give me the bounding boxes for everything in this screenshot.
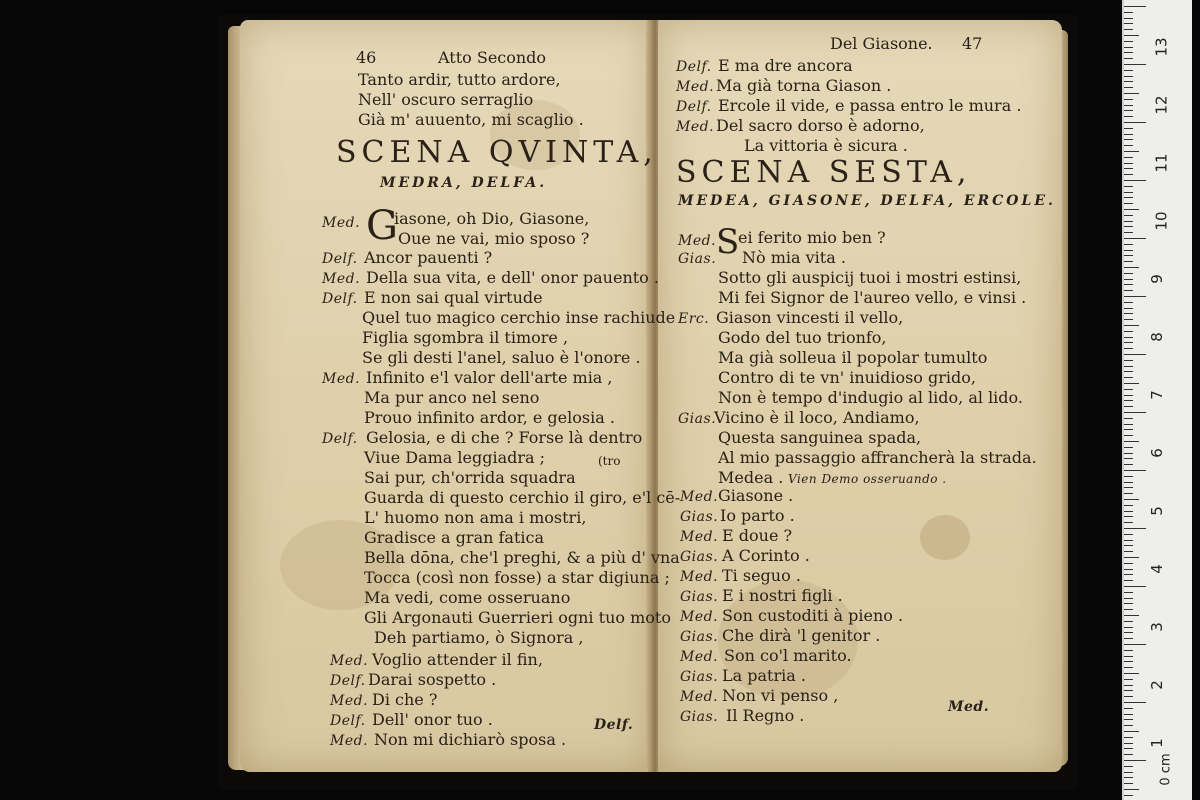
ruler-tick xyxy=(1124,319,1133,320)
dialogue-line: Ma vedi, come osseruano xyxy=(364,588,571,607)
ruler-number: 2 xyxy=(1147,680,1166,690)
dialogue-line: Gelosia, e di che ? Forse là dentro xyxy=(366,428,643,447)
dialogue-line: Al mio passaggio affrancherà la strada. xyxy=(718,448,1037,467)
ruler-tick xyxy=(1124,273,1133,274)
drop-cap-right: S xyxy=(716,222,740,262)
ruler-tick xyxy=(1124,453,1133,454)
dialogue-line: Non mi dichiarò sposa . xyxy=(374,730,567,749)
dialogue-line: Il Regno . xyxy=(726,706,805,725)
dialogue-line: Ma già torna Giason . xyxy=(716,76,892,95)
ruler-tick xyxy=(1124,557,1139,558)
dialogue-line: A Corinto . xyxy=(722,546,810,565)
ruler-tick xyxy=(1124,157,1133,158)
speaker-label: Med. xyxy=(322,215,361,231)
dialogue-line: Ancor pauenti ? xyxy=(364,248,493,267)
ruler-tick xyxy=(1124,586,1146,587)
ruler-tick xyxy=(1124,748,1133,749)
dialogue-line: Figlia sgombra il timore , xyxy=(362,328,569,347)
speaker-label: Delf. xyxy=(330,713,366,729)
ruler-tick xyxy=(1124,406,1133,407)
dialogue-line: Ti seguo . xyxy=(722,566,801,585)
ruler-tick xyxy=(1124,772,1133,773)
ruler-tick xyxy=(1124,708,1133,709)
speaker-label: Gias. xyxy=(680,589,719,605)
speaker-label: Med. xyxy=(680,489,719,505)
speaker-label: Gias. xyxy=(680,549,719,565)
dialogue-line: Infinito e'l valor dell'arte mia , xyxy=(366,368,613,387)
ruler-tick xyxy=(1124,23,1133,24)
speaker-label: Gias. xyxy=(680,629,719,645)
ruler-tick xyxy=(1124,499,1139,500)
verse-line: Già m' auuento, mi scaglio . xyxy=(358,110,584,129)
ruler-tick xyxy=(1124,6,1146,7)
dialogue-line: Nò mia vita . xyxy=(742,248,846,267)
ruler-tick xyxy=(1124,360,1133,361)
ruler-tick xyxy=(1124,47,1133,48)
ruler-tick xyxy=(1124,743,1133,744)
speaker-label: Gias. xyxy=(680,669,719,685)
catchword-left: Delf. xyxy=(594,717,634,733)
ruler-tick xyxy=(1124,99,1133,100)
speaker-label: Delf. xyxy=(322,291,358,307)
ruler-tick xyxy=(1124,192,1133,193)
verse-line: Tanto ardir, tutto ardore, xyxy=(358,70,561,89)
ruler-tick xyxy=(1124,777,1133,778)
ruler-tick xyxy=(1124,122,1146,123)
speaker-label: Med. xyxy=(676,119,715,135)
ruler-tick xyxy=(1124,545,1133,546)
ruler-tick xyxy=(1124,174,1133,175)
ruler-tick xyxy=(1124,685,1133,686)
ruler-tick xyxy=(1124,598,1133,599)
ruler-tick xyxy=(1124,441,1139,442)
dialogue-line: Gradisce a gran fatica xyxy=(364,528,545,547)
ruler-tick xyxy=(1124,429,1133,430)
dialogue-line: Se gli desti l'anel, saluo è l'onore . xyxy=(362,348,641,367)
dialogue-line: Deh partiamo, ò Signora , xyxy=(374,628,584,647)
ruler-tick xyxy=(1124,151,1139,152)
speaker-label: Delf. xyxy=(322,251,358,267)
speaker-label: Gias. xyxy=(680,709,719,725)
ruler-tick xyxy=(1124,64,1146,65)
dialogue-line: Sotto gli auspicij tuoi i mostri estinsi, xyxy=(718,268,1022,287)
speaker-label: Delf. xyxy=(330,673,366,689)
catchword-right: Med. xyxy=(948,699,990,715)
verse-line: Nell' oscuro serraglio xyxy=(358,90,534,109)
dialogue-line: iasone, oh Dio, Giasone, xyxy=(394,209,590,228)
ruler-tick xyxy=(1124,551,1133,552)
speaker-label: Erc. xyxy=(678,311,710,327)
dialogue-line: Gli Argonauti Guerrieri ogni tuo moto xyxy=(364,608,671,627)
ruler-tick xyxy=(1124,197,1133,198)
speaker-label: Med. xyxy=(322,271,361,287)
ruler-tick xyxy=(1124,180,1146,181)
ruler-tick xyxy=(1124,308,1133,309)
ruler-tick xyxy=(1124,87,1133,88)
ruler-tick xyxy=(1124,656,1133,657)
dialogue-line: Vicino è il loco, Andiamo, xyxy=(714,408,920,427)
ruler-tick xyxy=(1124,458,1133,459)
ruler-tick xyxy=(1124,255,1133,256)
dialogue-line: La patria . xyxy=(722,666,806,685)
scene-title-left: SCENA QVINTA, xyxy=(336,135,658,170)
dialogue-line: La vittoria è sicura . xyxy=(744,136,908,155)
ruler-tick xyxy=(1124,116,1133,117)
ruler-tick xyxy=(1124,632,1133,633)
ruler-tick xyxy=(1124,29,1133,30)
ruler-tick xyxy=(1124,261,1133,262)
ruler-tick xyxy=(1124,667,1133,668)
ruler-tick xyxy=(1124,569,1133,570)
ruler-tick xyxy=(1124,325,1139,326)
ruler-tick xyxy=(1124,702,1146,703)
ruler-tick xyxy=(1124,383,1139,384)
stage-direction: Vien Demo osseruando . xyxy=(788,472,947,486)
ruler-number: 7 xyxy=(1147,390,1166,400)
ruler-tick xyxy=(1124,267,1139,268)
ruler-tick xyxy=(1124,627,1133,628)
ruler-number: 12 xyxy=(1152,95,1171,115)
dialogue-line: Guarda di questo cerchio il giro, e'l cē- xyxy=(364,488,681,507)
ruler-tick xyxy=(1124,511,1133,512)
ruler-tick xyxy=(1124,493,1133,494)
ruler-tick xyxy=(1124,673,1139,674)
ruler-tick xyxy=(1124,395,1133,396)
dialogue-line: Del sacro dorso è adorno, xyxy=(716,116,925,135)
ruler-tick xyxy=(1124,139,1133,140)
ruler-tick xyxy=(1124,105,1133,106)
ruler-tick xyxy=(1124,209,1139,210)
ruler-tick xyxy=(1124,615,1139,616)
ruler-tick xyxy=(1124,168,1133,169)
ruler-tick xyxy=(1124,215,1133,216)
ruler-tick xyxy=(1124,592,1133,593)
dialogue-line: Quel tuo magico cerchio inse rachiude xyxy=(362,308,676,327)
dialogue-line: E ma dre ancora xyxy=(718,56,853,75)
dialogue-line: Bella dōna, che'l preghi, & a più d' vna xyxy=(364,548,680,567)
ruler-number: 5 xyxy=(1147,506,1166,516)
ruler-tick xyxy=(1124,110,1133,111)
paper-stain xyxy=(920,515,970,560)
ruler-tick xyxy=(1124,644,1146,645)
dialogue-line: Di che ? xyxy=(372,690,438,709)
ruler-tick xyxy=(1124,290,1133,291)
speaker-label: Med. xyxy=(330,653,369,669)
ruler-tick xyxy=(1124,313,1133,314)
ruler-tick xyxy=(1124,12,1133,13)
ruler-tick xyxy=(1124,731,1139,732)
running-head-left: Atto Secondo xyxy=(438,48,547,67)
speaker-label: Delf. xyxy=(676,99,712,115)
dialogue-line: Medea . xyxy=(718,468,784,487)
ruler-tick xyxy=(1124,221,1133,222)
ruler-tick xyxy=(1124,284,1133,285)
ruler-number: 9 xyxy=(1147,274,1166,284)
page-number-left: 46 xyxy=(356,48,377,67)
ruler-tick xyxy=(1124,679,1133,680)
dialogue-line: Ercole il vide, e passa entro le mura . xyxy=(718,96,1022,115)
dialogue-line: Io parto . xyxy=(720,506,795,525)
ruler-tick xyxy=(1124,563,1133,564)
ruler-tick xyxy=(1124,534,1133,535)
ruler-tick xyxy=(1124,621,1133,622)
ruler-number: 11 xyxy=(1152,153,1171,173)
ruler-number: 10 xyxy=(1152,211,1171,231)
dialogue-line: Ma già solleua il popolar tumulto xyxy=(718,348,988,367)
dialogue-line: Questa sanguinea spada, xyxy=(718,428,922,447)
ruler-tick xyxy=(1124,447,1133,448)
scene-title-right: SCENA SESTA, xyxy=(676,155,972,190)
speaker-label: Med. xyxy=(676,79,715,95)
running-head-right: Del Giasone. xyxy=(830,34,933,53)
dialogue-line: ei ferito mio ben ? xyxy=(738,228,886,247)
ruler-tick xyxy=(1124,371,1133,372)
ruler-tick xyxy=(1124,418,1133,419)
ruler-tick xyxy=(1124,366,1133,367)
speaker-label: Med. xyxy=(680,689,719,705)
ruler-tick xyxy=(1124,400,1133,401)
margin-note: (tro xyxy=(598,454,621,468)
ruler-tick xyxy=(1124,650,1133,651)
speaker-label: Gias. xyxy=(678,251,717,267)
dialogue-line: Sai pur, ch'orrida squadra xyxy=(364,468,576,487)
ruler-tick xyxy=(1124,412,1146,413)
dialogue-line: L' huomo non ama i mostri, xyxy=(364,508,587,527)
ruler-tick xyxy=(1124,737,1133,738)
speaker-label: Gias. xyxy=(678,411,717,427)
ruler-number: 6 xyxy=(1147,448,1166,458)
scene-characters-left: MEDRA, DELFA. xyxy=(380,175,548,191)
measurement-ruler xyxy=(1122,0,1192,800)
speaker-label: Med. xyxy=(330,693,369,709)
ruler-tick xyxy=(1124,580,1133,581)
dialogue-line: Non vi penso , xyxy=(722,686,839,705)
ruler-tick xyxy=(1124,145,1133,146)
ruler-unit: 0 cm xyxy=(1158,753,1174,786)
dialogue-line: Darai sospetto . xyxy=(368,670,497,689)
dialogue-line: Ma pur anco nel seno xyxy=(364,388,540,407)
speaker-label: Med. xyxy=(680,569,719,585)
ruler-tick xyxy=(1124,250,1133,251)
ruler-tick xyxy=(1124,93,1139,94)
ruler-tick xyxy=(1124,41,1133,42)
dialogue-line: Voglio attender il fin, xyxy=(372,650,543,669)
ruler-tick xyxy=(1124,482,1133,483)
ruler-tick xyxy=(1124,522,1133,523)
ruler-tick xyxy=(1124,574,1133,575)
ruler-tick xyxy=(1124,302,1133,303)
dialogue-line: Mi fei Signor de l'aureo vello, e vinsi . xyxy=(718,288,1027,307)
ruler-tick xyxy=(1124,58,1133,59)
ruler-tick xyxy=(1124,435,1133,436)
ruler-tick xyxy=(1124,464,1133,465)
ruler-tick xyxy=(1124,528,1146,529)
speaker-label: Delf. xyxy=(322,431,358,447)
ruler-tick xyxy=(1124,696,1133,697)
ruler-tick xyxy=(1124,342,1133,343)
ruler-tick xyxy=(1124,540,1133,541)
page-number-right: 47 xyxy=(962,34,983,53)
ruler-tick xyxy=(1124,134,1133,135)
dialogue-line: Della sua vita, e dell' onor pauento . xyxy=(366,268,659,287)
speaker-label: Delf. xyxy=(676,59,712,75)
dialogue-line: Son custoditi à pieno . xyxy=(722,606,904,625)
speaker-label: Med. xyxy=(322,371,361,387)
ruler-tick xyxy=(1124,163,1133,164)
ruler-tick xyxy=(1124,783,1133,784)
dialogue-line: Godo del tuo trionfo, xyxy=(718,328,887,347)
ruler-tick xyxy=(1124,70,1133,71)
ruler-tick xyxy=(1124,186,1133,187)
ruler-tick xyxy=(1124,35,1139,36)
ruler-tick xyxy=(1124,487,1133,488)
dialogue-line: Dell' onor tuo . xyxy=(372,710,493,729)
dialogue-line: Giason vincesti il vello, xyxy=(716,308,904,327)
ruler-tick xyxy=(1124,795,1133,796)
drop-cap-left: G xyxy=(366,203,398,249)
ruler-tick xyxy=(1124,719,1133,720)
ruler-tick xyxy=(1124,354,1146,355)
ruler-tick xyxy=(1124,238,1146,239)
dialogue-line: Che dirà 'l genitor . xyxy=(722,626,881,645)
ruler-tick xyxy=(1124,603,1133,604)
ruler-tick xyxy=(1124,81,1133,82)
ruler-tick xyxy=(1124,760,1146,761)
ruler-tick xyxy=(1124,766,1133,767)
ruler-tick xyxy=(1124,609,1133,610)
ruler-number: 8 xyxy=(1147,332,1166,342)
speaker-label: Med. xyxy=(680,529,719,545)
dialogue-line: Tocca (così non fosse) a star digiuna ; xyxy=(364,568,670,587)
ruler-tick xyxy=(1124,203,1133,204)
ruler-tick xyxy=(1124,516,1133,517)
ruler-tick xyxy=(1124,470,1146,471)
speaker-label: Gias. xyxy=(680,509,719,525)
ruler-tick xyxy=(1124,76,1133,77)
ruler-number: 1 xyxy=(1147,738,1166,748)
ruler-tick xyxy=(1124,476,1133,477)
ruler-tick xyxy=(1124,279,1133,280)
ruler-number: 4 xyxy=(1147,564,1166,574)
ruler-tick xyxy=(1124,226,1133,227)
ruler-tick xyxy=(1124,18,1133,19)
ruler-number: 3 xyxy=(1147,622,1166,632)
dialogue-line: E non sai qual virtude xyxy=(364,288,543,307)
ruler-tick xyxy=(1124,331,1133,332)
speaker-label: Med. xyxy=(680,609,719,625)
ruler-tick xyxy=(1124,661,1133,662)
ruler-tick xyxy=(1124,128,1133,129)
dialogue-line: Contro di te vn' inuidioso grido, xyxy=(718,368,976,387)
ruler-tick xyxy=(1124,244,1133,245)
ruler-tick xyxy=(1124,690,1133,691)
ruler-tick xyxy=(1124,424,1133,425)
dialogue-line: Non è tempo d'indugio al lido, al lido. xyxy=(718,388,1023,407)
dialogue-line: E i nostri figli . xyxy=(722,586,843,605)
dialogue-line: Oue ne vai, mio sposo ? xyxy=(398,229,590,248)
ruler-tick xyxy=(1124,296,1146,297)
ruler-tick xyxy=(1124,725,1133,726)
speaker-label: Med. xyxy=(330,733,369,749)
ruler-tick xyxy=(1124,638,1133,639)
scene-characters-right: MEDEA, GIASONE, DELFA, ERCOLE. xyxy=(678,193,1056,209)
dialogue-line: E doue ? xyxy=(722,526,793,545)
ruler-tick xyxy=(1124,714,1133,715)
ruler-tick xyxy=(1124,52,1133,53)
ruler-tick xyxy=(1124,505,1133,506)
ruler-tick xyxy=(1124,377,1133,378)
dialogue-line: Son co'l marito. xyxy=(724,646,852,665)
speaker-label: Med. xyxy=(680,649,719,665)
ruler-tick xyxy=(1124,389,1133,390)
dialogue-line: Viue Dama leggiadra ; xyxy=(364,448,546,467)
ruler-tick xyxy=(1124,348,1133,349)
ruler-tick xyxy=(1124,337,1133,338)
ruler-tick xyxy=(1124,232,1133,233)
ruler-tick xyxy=(1124,754,1133,755)
dialogue-line: Prouo infinito ardor, e gelosia . xyxy=(364,408,615,427)
ruler-number: 13 xyxy=(1152,37,1171,57)
ruler-tick xyxy=(1124,789,1139,790)
speaker-label: Med. xyxy=(678,233,717,249)
dialogue-line: Giasone . xyxy=(718,486,794,505)
